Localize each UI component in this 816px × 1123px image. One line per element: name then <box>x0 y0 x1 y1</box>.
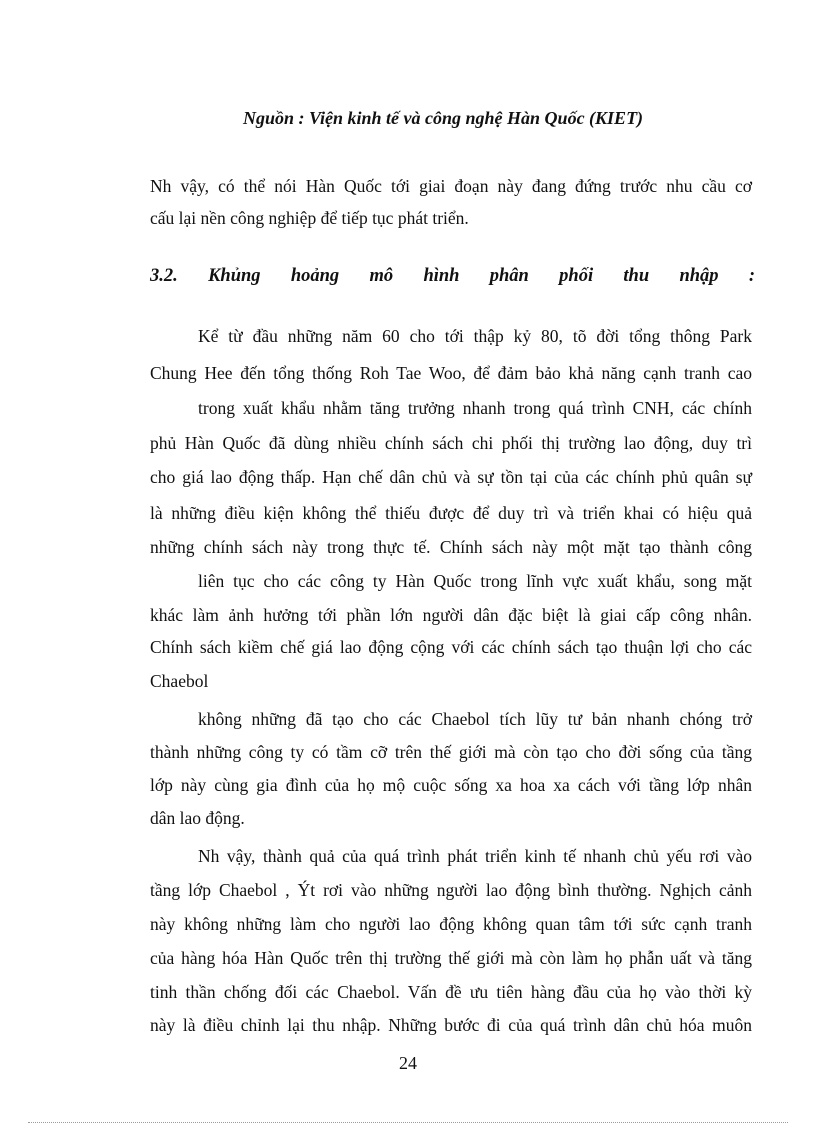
body-line: phủ Hàn Quốc đã dùng nhiều chính sách chi phối thị trường lao động, duy trì <box>150 433 752 453</box>
body-line: Chaebol <box>150 671 209 691</box>
body-line: Nh vậy, thành quả của quá trình phát triển kinh tế nhanh chủ yếu rơi vào <box>198 846 752 866</box>
heading-word: phân <box>489 266 529 286</box>
body-line: tinh thần chống đối các Chaebol. Vấn đề ưu tiên hàng đầu của họ vào thời kỳ <box>150 982 752 1002</box>
body-line: của hàng hóa Hàn Quốc trên thị trường thế giới mà còn làm họ phẫn uất và tăng <box>150 948 752 968</box>
heading-colon: : <box>748 266 755 286</box>
body-line: trong xuất khẩu nhằm tăng trưởng nhanh trong quá trình CNH, các chính <box>198 398 752 418</box>
intro-line-2: cấu lại nền công nghiệp để tiếp tục phát triển. <box>150 208 469 228</box>
body-line: Chính sách kiềm chế giá lao động cộng với các chính sách tạo thuận lợi cho các <box>150 637 752 657</box>
body-line: này là điều chỉnh lại thu nhập. Những bước đi của quá trình dân chủ hóa muôn <box>150 1015 752 1035</box>
body-line: thành những công ty có tầm cỡ trên thế giới mà còn tạo cho đời sống của tầng <box>150 742 752 762</box>
body-line: những chính sách này trong thực tế. Chính sách này một mặt tạo thành công <box>150 537 752 557</box>
heading-word: Khủng <box>208 266 261 286</box>
heading-word: hoảng <box>290 266 340 286</box>
heading-word: thu <box>623 266 650 286</box>
page-number: 24 <box>399 1053 417 1073</box>
body-line: cho giá lao động thấp. Hạn chế dân chủ và sự tồn tại của các chính phủ quân sự <box>150 467 752 487</box>
body-line: Kể từ đầu những năm 60 cho tới thập kỷ 80, tõ đời tổng thông Park <box>198 326 752 346</box>
intro-line-1: Nh vậy, có thể nói Hàn Quốc tới giai đoạn này đang đứng trước nhu cầu cơ <box>150 176 752 196</box>
body-line: là những điều kiện không thể thiếu được để duy trì và triển khai có hiệu quả <box>150 503 752 523</box>
body-line: này không những làm cho người lao động không quan tâm tới sức cạnh tranh <box>150 914 752 934</box>
heading-number: 3.2. <box>150 266 178 286</box>
body-line: tầng lớp Chaebol , Ýt rơi vào những người lao động bình thường. Nghịch cảnh <box>150 880 752 900</box>
heading-word: phối <box>559 266 594 286</box>
body-line: khác làm ảnh hưởng tới phần lớn người dân đặc biệt là giai cấp công nhân. <box>150 605 752 625</box>
heading-word: mô <box>369 266 394 286</box>
section-heading <box>150 266 755 287</box>
source-caption: Nguồn : Viện kinh tế và công nghệ Hàn Quốc (KIET) <box>243 108 644 128</box>
heading-word: hình <box>423 266 460 286</box>
body-line: dân lao động. <box>150 808 245 828</box>
body-line: không những đã tạo cho các Chaebol tích lũy tư bản nhanh chóng trở <box>198 709 752 729</box>
body-line: Chung Hee đến tổng thống Roh Tae Woo, để đảm bảo khả năng cạnh tranh cao <box>150 363 752 383</box>
heading-word: nhập <box>679 266 719 286</box>
body-line: lớp này cùng gia đình của họ mộ cuộc sống xa hoa xa cách với tầng lớp nhân <box>150 775 752 795</box>
body-line: liên tục cho các công ty Hàn Quốc trong lĩnh vực xuất khẩu, song mặt <box>198 571 752 591</box>
